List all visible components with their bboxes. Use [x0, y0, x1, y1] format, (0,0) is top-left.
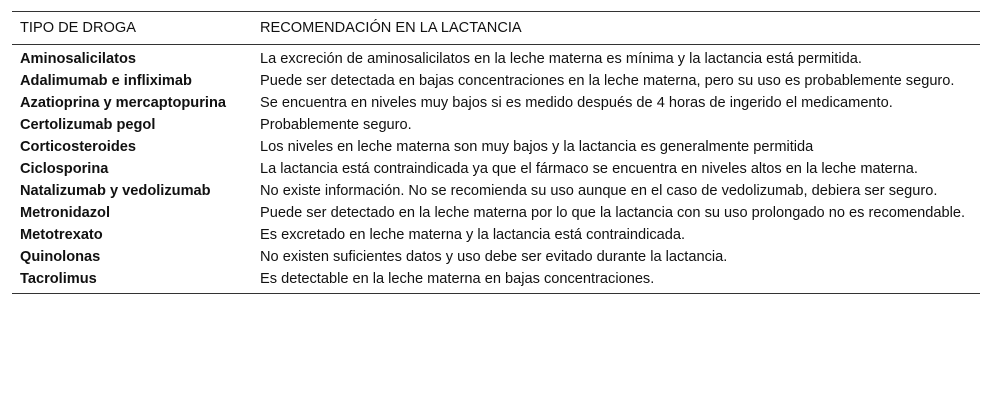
drug-name: Quinolonas: [20, 249, 101, 265]
drug-recommendation: Probablemente seguro.: [260, 117, 412, 133]
drug-name: Metronidazol: [20, 205, 110, 221]
drug-recommendation: Es excretado en leche materna y la lactancia está contraindicada.: [260, 227, 686, 243]
drug-name: Ciclosporina: [20, 161, 109, 177]
header-drug-type: TIPO DE DROGA: [12, 12, 252, 45]
table-row: [12, 70, 980, 92]
drug-name: Metotrexato: [20, 227, 103, 243]
table-row: [12, 246, 980, 268]
table-row: [12, 92, 980, 114]
drug-name: Azatioprina y mercaptopurina: [20, 95, 226, 111]
drug-recommendation: Se encuentra en niveles muy bajos si es medido después de 4 horas de ingerido el medicamento.: [260, 95, 893, 111]
header-recommendation: RECOMENDACIÓN EN LA LACTANCIA: [252, 12, 980, 45]
lactation-drug-table: [12, 11, 980, 294]
drug-recommendation: No existen suficientes datos y uso debe ser evitado durante la lactancia.: [260, 249, 728, 265]
drug-name: Natalizumab y vedolizumab: [20, 183, 211, 199]
table-row: [12, 45, 980, 71]
drug-name: Tacrolimus: [12, 268, 252, 294]
drug-recommendation: La lactancia está contraindicada ya que el fármaco se encuentra en niveles altos en la leche materna.: [260, 161, 918, 177]
drug-name: Adalimumab e infliximab: [20, 73, 192, 89]
drug-recommendation: Puede ser detectada en bajas concentraciones en la leche materna, pero su uso es probablemente seguro.: [260, 73, 955, 89]
table-row: [12, 180, 980, 202]
table-header: [12, 12, 980, 45]
drug-recommendation: La excreción de aminosalicilatos en la leche materna es mínima y la lactancia está permitida.: [260, 51, 862, 67]
table-row: [12, 136, 980, 158]
table-row: [12, 158, 980, 180]
table-row: [12, 224, 980, 246]
drug-recommendation: Puede ser detectado en la leche materna por lo que la lactancia con su uso prolongado no es recomendable.: [260, 205, 966, 221]
table-row: [12, 114, 980, 136]
drug-name: Aminosalicilatos: [20, 51, 136, 67]
drug-name: Corticosteroides: [20, 139, 136, 155]
table-body: [12, 45, 980, 294]
table-row: [12, 202, 980, 224]
drug-recommendation: Es detectable en la leche materna en bajas concentraciones.: [252, 268, 980, 294]
drug-recommendation: No existe información. No se recomienda su uso aunque en el caso de vedolizumab, debiera ser seguro.: [260, 183, 938, 199]
drug-recommendation: Los niveles en leche materna son muy bajos y la lactancia es generalmente permitida: [260, 139, 814, 155]
table-container: [12, 11, 980, 294]
table-row: [12, 268, 980, 294]
drug-name: Certolizumab pegol: [20, 117, 156, 133]
header-row: [12, 12, 980, 45]
